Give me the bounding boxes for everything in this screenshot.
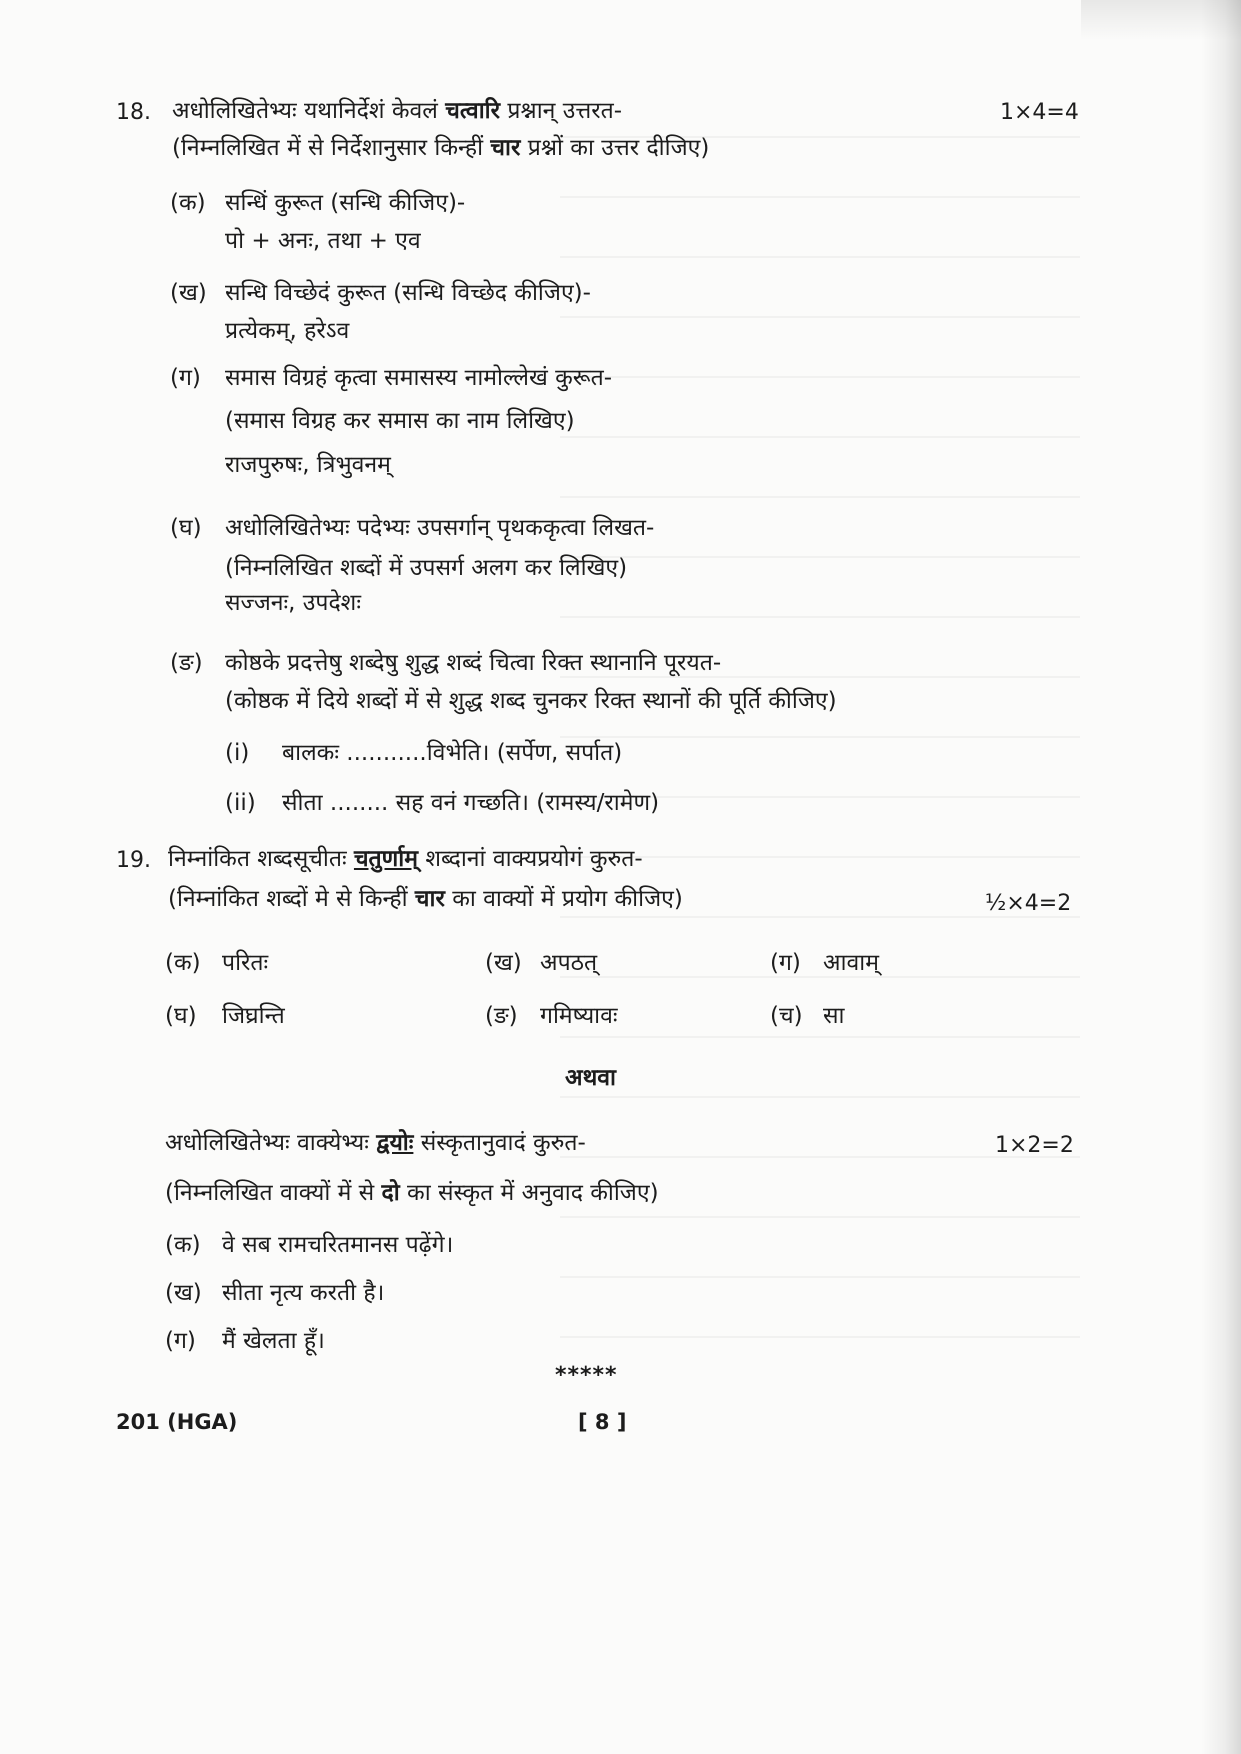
scan-edge-shadow (1201, 0, 1241, 1754)
q18-nga-sub-label: (ii) (225, 790, 256, 816)
q18-nga-sub-label: (i) (225, 740, 250, 766)
q19-word: जिघ्रन्ति (222, 1003, 285, 1029)
q18-gha-items: सज्जनः, उपदेशः (225, 590, 361, 616)
q19-line1-emphasis: चतुर्णाम् (353, 846, 418, 872)
q19-alt-hindi-text: (निम्नलिखित वाक्यों में से (165, 1180, 375, 1206)
q18-ga-label: (ग) (170, 365, 201, 391)
q18-kha-instruction: सन्धि विच्छेदं कुरूत (सन्धि विच्छेद कीजिए)- (225, 280, 591, 306)
q19-word: आवाम् (823, 950, 880, 976)
q19-sentence-label: (ख) (165, 1280, 202, 1306)
q18-nga-instruction: कोष्ठके प्रदत्तेषु शब्देषु शुद्ध शब्दं चित्वा रिक्त स्थानानि पूरयत- (225, 650, 722, 676)
q19-word-label: (च) (770, 1003, 803, 1029)
q19-word-label: (क) (165, 950, 201, 976)
q18-ga-instruction: समास विग्रहं कृत्वा समासस्य नामोल्लेखं कुरूत- (225, 365, 613, 391)
q19-word: परितः (222, 950, 269, 976)
q18-line2-text-end: प्रश्नों का उत्तर दीजिए) (527, 135, 710, 161)
q18-instruction-sanskrit (172, 98, 622, 126)
q18-gha-instruction: अधोलिखितेभ्यः पदेभ्यः उपसर्गान् पृथककृत्वा लिखत- (225, 515, 655, 541)
q18-line1-text: अधोलिखितेभ्यः यथानिर्देशं केवलं (172, 98, 438, 124)
q19-sentence: वे सब रामचरितमानस पढ़ेंगे। (222, 1232, 454, 1258)
q18-number: 18. (116, 100, 151, 125)
q19-line2-text-end: का वाक्यों में प्रयोग कीजिए) (452, 886, 683, 912)
q19-marks: ½×4=2 (985, 891, 1072, 916)
q19-number: 19. (116, 848, 151, 873)
q18-nga-sub-text: बालकः ...........विभेति। (सर्पेण, सर्पात) (282, 740, 623, 766)
q18-line1-text-end: प्रश्नान् उत्तरत- (507, 98, 623, 124)
q19-line1-text: निम्नांकित शब्दसूचीतः (168, 846, 347, 872)
q19-word: गमिष्यावः (540, 1003, 618, 1029)
q19-alt-text: अधोलिखितेभ्यः वाक्येभ्यः (165, 1130, 369, 1156)
q19-line2-text: (निम्नांकित शब्दों मे से किन्हीं (168, 886, 408, 912)
q18-kha-label: (ख) (170, 280, 207, 306)
q19-sentence: सीता नृत्य करती है। (222, 1280, 385, 1306)
q19-word-label: (ङ) (485, 1003, 518, 1029)
q18-line1-emphasis: चत्वारि (445, 98, 501, 124)
q18-nga-sub-text: सीता ........ सह वनं गच्छति। (रामस्य/रामेण) (282, 790, 660, 816)
q19-alt-hindi-emphasis: दो (381, 1180, 400, 1206)
q19-word-label: (घ) (165, 1003, 197, 1029)
q18-kha-items: प्रत्येकम्, हरेऽव (225, 318, 350, 344)
q18-ka-items: पो + अनः, तथा + एव (225, 228, 421, 254)
q18-instruction-hindi (172, 135, 709, 163)
q19-sentence-label: (ग) (165, 1328, 196, 1354)
q19-word-label: (ग) (770, 950, 801, 976)
q19-word-label: (ख) (485, 950, 522, 976)
q18-nga-hindi: (कोष्ठक में दिये शब्दों में से शुद्ध शब्द चुनकर रिक्त स्थानों की पूर्ति कीजिए) (225, 688, 837, 714)
or-heading: अथवा (565, 1065, 617, 1091)
q19-line2-emphasis: चार (414, 886, 445, 912)
q18-ga-hindi: (समास विग्रह कर समास का नाम लिखिए) (225, 408, 575, 434)
q19-word: सा (823, 1003, 845, 1029)
page-number: [ 8 ] (578, 1410, 627, 1434)
q18-ka-instruction: सन्धिं कुरूत (सन्धि कीजिए)- (225, 190, 466, 216)
q18-ka-label: (क) (170, 190, 206, 216)
q19-sentence-label: (क) (165, 1232, 201, 1258)
q18-marks: 1×4=4 (1000, 100, 1079, 125)
q19-alt-instruction-sanskrit (165, 1130, 586, 1158)
q19-alt-emphasis: द्वयोः (376, 1130, 414, 1156)
scan-corner-shadow (1081, 0, 1241, 40)
q19-sentence: मैं खेलता हूँ। (222, 1328, 325, 1354)
end-of-paper-mark: ***** (555, 1363, 618, 1388)
q19-alt-text-end: संस्कृतानुवादं कुरुत- (420, 1130, 586, 1156)
q19-word: अपठत् (540, 950, 598, 976)
q19-instruction-sanskrit (168, 846, 643, 874)
q19-instruction-hindi (168, 886, 683, 914)
q18-gha-hindi: (निम्नलिखित शब्दों में उपसर्ग अलग कर लिखिए) (225, 555, 628, 581)
q18-line2-text: (निम्नलिखित में से निर्देशानुसार किन्हीं (172, 135, 484, 161)
q19-alt-instruction-hindi (165, 1180, 659, 1208)
paper-code: 201 (HGA) (116, 1410, 238, 1434)
q18-ga-items: राजपुरुषः, त्रिभुवनम् (225, 452, 391, 478)
q19-line1-text-end: शब्दानां वाक्यप्रयोगं कुरुत- (425, 846, 643, 872)
q19-alt-hindi-text-end: का संस्कृत में अनुवाद कीजिए) (407, 1180, 659, 1206)
q18-nga-label: (ङ) (170, 650, 203, 676)
q18-gha-label: (घ) (170, 515, 202, 541)
q19-alt-marks: 1×2=2 (995, 1133, 1074, 1158)
q18-line2-emphasis: चार (490, 135, 521, 161)
